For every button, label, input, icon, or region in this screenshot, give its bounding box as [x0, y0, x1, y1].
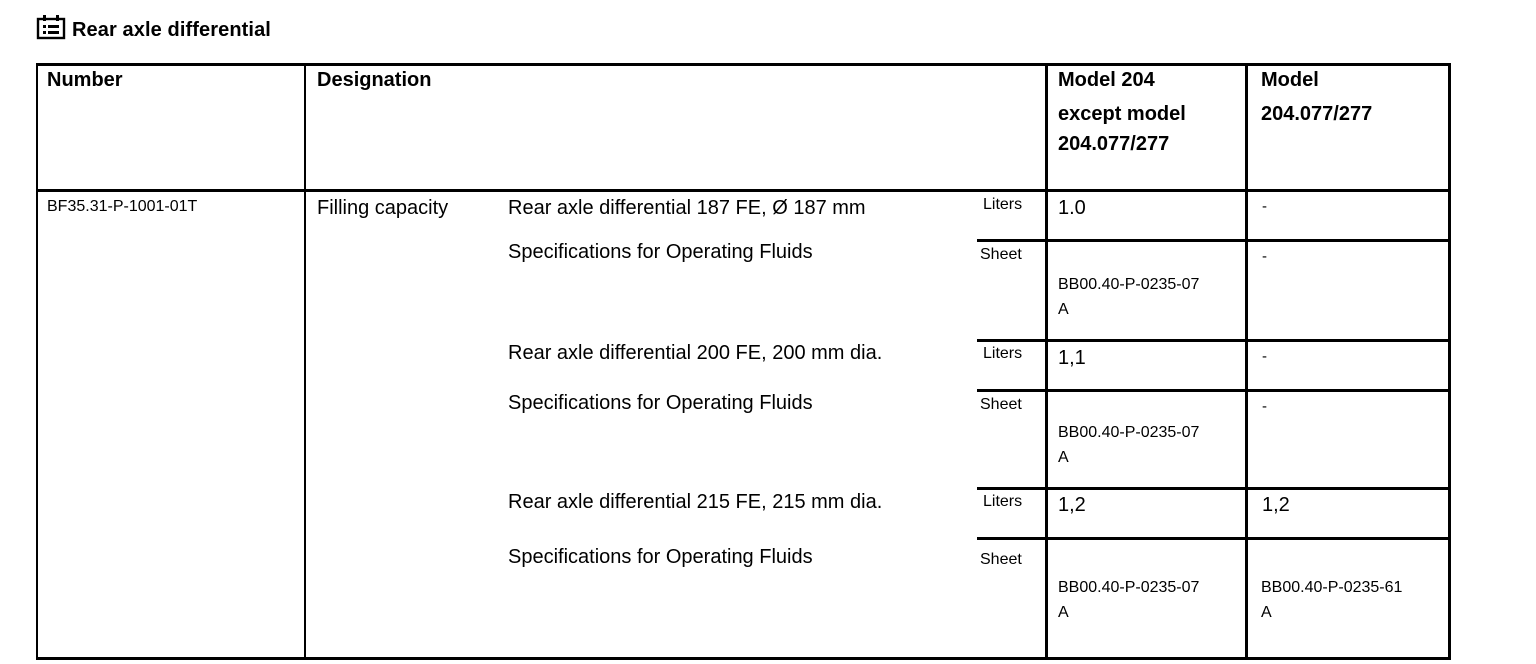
- row-unit: Sheet: [980, 246, 1022, 263]
- row-unit: Sheet: [980, 551, 1022, 568]
- model-b-value: -: [1262, 348, 1267, 365]
- model-b-sheet-ref-line2: A: [1261, 604, 1272, 621]
- model-b-value: -: [1262, 198, 1267, 215]
- column-divider: [1045, 63, 1048, 660]
- model-b-sheet-ref-line1: BB00.40-P-0235-61: [1261, 579, 1403, 596]
- row-divider: [977, 239, 1451, 242]
- model-a-sheet-ref-line1: BB00.40-P-0235-07: [1058, 579, 1200, 596]
- model-a-sheet-ref-line1: BB00.40-P-0235-07: [1058, 424, 1200, 441]
- row-divider: [977, 389, 1451, 392]
- row-unit: Liters: [983, 345, 1023, 362]
- section-heading: [36, 12, 271, 42]
- table-border-left: [36, 63, 38, 660]
- row-unit: Liters: [983, 196, 1023, 213]
- column-divider: [1245, 63, 1248, 660]
- model-a-sheet-ref-line2: A: [1058, 301, 1069, 318]
- header-designation: Designation: [317, 69, 432, 91]
- header-number: Number: [47, 69, 123, 91]
- model-a-value: 1,2: [1058, 494, 1086, 516]
- row-divider: [977, 339, 1451, 342]
- model-b-value: -: [1262, 248, 1267, 265]
- column-divider: [304, 63, 306, 660]
- model-a-sheet-ref-line2: A: [1058, 449, 1069, 466]
- part-number: BF35.31-P-1001-01T: [47, 198, 198, 215]
- row-divider: [977, 487, 1451, 490]
- row-description: Rear axle differential 200 FE, 200 mm dia.: [508, 342, 883, 364]
- model-a-value: 1.0: [1058, 197, 1086, 219]
- model-b-value: 1,2: [1262, 494, 1290, 516]
- table-border-right: [1448, 63, 1451, 660]
- row-description: Specifications for Operating Fluids: [508, 392, 813, 414]
- row-description: Rear axle differential 215 FE, 215 mm dia.: [508, 491, 883, 513]
- header-model-a-line2: except model: [1058, 103, 1186, 125]
- table-border-top: [36, 63, 1451, 66]
- row-unit: Liters: [983, 493, 1023, 510]
- group-label: Filling capacity: [317, 197, 449, 219]
- row-description: Specifications for Operating Fluids: [508, 241, 813, 263]
- row-unit: Sheet: [980, 396, 1022, 413]
- table-border-bottom: [36, 657, 1451, 660]
- model-a-value: 1,1: [1058, 347, 1086, 369]
- header-model-a-line1: Model 204: [1058, 69, 1155, 91]
- section-title: Rear axle differential: [72, 18, 271, 41]
- header-model-b-line2: 204.077/277: [1261, 103, 1373, 125]
- header-divider: [36, 189, 1451, 192]
- model-b-value: -: [1262, 398, 1267, 415]
- document-list-icon: [36, 14, 68, 40]
- row-description: Specifications for Operating Fluids: [508, 546, 813, 568]
- row-description: Rear axle differential 187 FE, Ø 187 mm: [508, 197, 866, 219]
- model-a-sheet-ref-line1: BB00.40-P-0235-07: [1058, 276, 1200, 293]
- model-a-sheet-ref-line2: A: [1058, 604, 1069, 621]
- header-model-b-line1: Model: [1261, 69, 1319, 91]
- header-model-a-line3: 204.077/277: [1058, 133, 1170, 155]
- row-divider: [977, 537, 1451, 540]
